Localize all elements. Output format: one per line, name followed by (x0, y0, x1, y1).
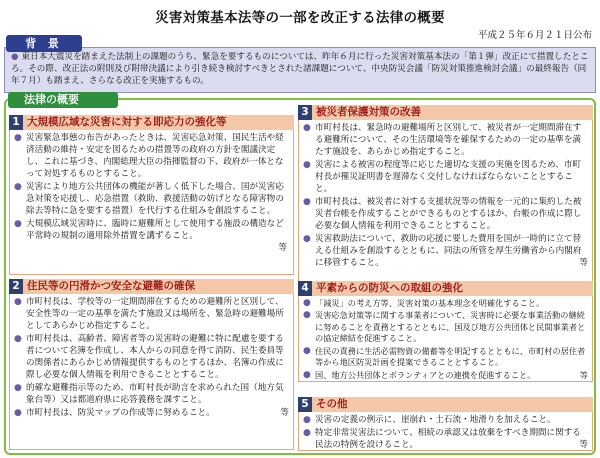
section-number: 5 (298, 397, 312, 412)
bullet-icon: ● (14, 182, 22, 192)
bullet-icon: ● (303, 197, 311, 207)
bullet-icon: ● (11, 52, 19, 62)
list-item: ● 災害応急対策等に関する事業者について、災害時に必要な事業活動の継続に努めることを責務とするとともに、国及び地方公共団体と民間事業者との協定締結を促進すること。 (303, 310, 586, 344)
bullet-icon: ● (303, 160, 311, 170)
section-body (298, 296, 593, 382)
publication-date: 平成２５年６月２１日公布 (477, 30, 592, 41)
section-3 (298, 105, 593, 282)
bullet-icon: ● (303, 310, 311, 321)
law-summary-label: 法律の概要 (8, 92, 118, 108)
section-body (298, 412, 593, 451)
list-item: ● 災害により地方公共団体の機能が著しく低下した場合、国が災害応急対策を応援し、応急措置（救助、救援活動の妨げとなる障害物の除去等特に急を要する措置）を代行する仕組みを創設すること。 (14, 182, 284, 216)
list-item: ● 災害の定義の例示に、崖崩れ・土石流・地滑りを加えること。 (303, 415, 556, 425)
section-header (298, 397, 593, 412)
bullet-icon: ● (303, 123, 311, 133)
section-header (298, 281, 593, 296)
etc-label: 等 (579, 440, 588, 450)
list-item: ● 「減災」の考え方等、災害対策の基本理念を明確化すること。 (303, 298, 545, 308)
section-2 (9, 279, 294, 450)
bullet-icon: ● (303, 345, 311, 356)
background-label: 背 景 (6, 35, 82, 52)
bullet-icon: ● (14, 297, 22, 307)
section-heading: 被災者保護対策の改善 (316, 106, 421, 118)
background-text: 東日本大震災を踏まえた法制上の課題のうち、緊急を要するものについては、昨年６月に行った災害対策基本法の「第１弾」改正にて措置したところ。その際、改正法の附則及び附帯決議により引き続き検討すべきとされた諸課題について、中央防災会議「防災対策推進検討会議」の最終報告（同年７月）も踏まえ、さらなる改正を実施するもの。 (11, 52, 589, 87)
bullet-icon: ● (303, 415, 311, 425)
bullet-icon: ● (303, 428, 311, 438)
list-item: ● 災害救助法について、救助の応援に要した費用を国が一時的に立て替える仕組みを創設するとともに、同法の所管を厚生労働省から内閣府に移管すること。 等 (303, 234, 588, 268)
list-item: ● 市町村長は、高齢者、障害者等の災害時の避難に特に配慮を要する者について名簿を作成し、本人からの同意を得て消防、民生委員等の関係者にあらかじめ情報提供するものとするほか、名簿の作成に際し必要な個人情報を利用できることとすること。 (14, 334, 284, 380)
section-heading: 住民等の円滑かつ安全な避難の確保 (27, 280, 195, 292)
section-heading: 平素からの防災への取組の強化 (316, 282, 463, 294)
bullet-icon: ● (303, 298, 311, 308)
document-title: 災害対策基本法等の一部を改正する法律の概要 (155, 10, 445, 26)
section-header (9, 279, 294, 294)
section-header (9, 115, 294, 130)
section-number: 3 (298, 105, 312, 120)
bullet-icon: ● (14, 334, 22, 344)
etc-label: 等 (579, 258, 588, 268)
list-item: ● 国、地方公共団体とボランティアとの連携を促進すること。 等 (303, 369, 588, 380)
bullet-icon: ● (14, 133, 22, 143)
section-number: 1 (9, 115, 23, 130)
section-heading: 大規模広域な災害に対する即応力の強化等 (27, 116, 227, 128)
section-number: 2 (9, 279, 23, 294)
section-body (9, 294, 294, 450)
section-1 (9, 115, 294, 275)
list-item: ● 市町村長は、学校等の一定期間滞在するための避難所と区別して、安全性等の一定の基準を満たす施設又は場所を、緊急時の避難場所としてあらかじめ指定すること。 (14, 297, 284, 331)
list-item: ● 市町村長は、防災マップの作成等に努めること。 等 (14, 408, 289, 418)
section-header (298, 105, 593, 120)
etc-label: 等 (280, 408, 289, 418)
bullet-icon: ● (303, 234, 311, 244)
bullet-icon: ● (14, 383, 22, 393)
bullet-icon: ● (14, 219, 22, 229)
section-number: 4 (298, 281, 312, 296)
section-5 (298, 397, 593, 451)
bullet-icon: ● (14, 408, 22, 418)
list-item: ● 大規模広域災害時に、臨時に避難所として使用する施設の構造など平常時の規制の適用除外措置を講ずること。 (14, 219, 284, 241)
section-heading: その他 (316, 398, 348, 410)
section-4 (298, 281, 593, 382)
list-item: ● 市町村長は、被災者に対する支援状況等の情報を一元的に集約した被災者台帳を作成することができるものとするほか、台帳の作成に際し必要な個人情報を利用できることとすること。 (303, 197, 582, 231)
list-item: ● 災害による被害の程度等に応じた適切な支援の実施を図るため、市町村長が罹災証明書を遅滞なく交付しなければならないこととすること。 (303, 160, 582, 194)
etc-label: 等 (579, 369, 588, 380)
section-body (9, 130, 294, 275)
section-body (298, 120, 593, 282)
list-item: ● 市町村長は、緊急時の避難場所と区別して、被災者が一定期間滞在する避難所について、その生活環境等を確保するための一定の基準を満たす施設を、あらかじめ指定すること。 (303, 123, 582, 157)
list-item: ● 災害緊急事態の布告があったときは、災害応急対策、国民生活や経済活動の維持・安定を図るための措置等の政府の方針を閣議決定し、これに基づき、内閣総理大臣の指揮監督の下、政府が一体となって対処するものとすること。 (14, 133, 284, 179)
background-box (4, 47, 596, 93)
bullet-icon: ● (303, 369, 311, 380)
list-item: ● 住民の責務に生活必需物資の備蓄等を明記するとともに、市町村の居住者等から地区防災計画を提案できることとすること。 (303, 345, 586, 368)
etc-label: 等 (278, 243, 287, 253)
list-item: ● 特定非常災害法について、相続の承認又は放棄をすべき期間に関する民法の特例を設けること。 等 (303, 428, 588, 450)
list-item: ● 的確な避難指示等のため、市町村長が助言を求められた国（地方気象台等）又は都道府県に応答義務を課すこと。 (14, 383, 284, 405)
